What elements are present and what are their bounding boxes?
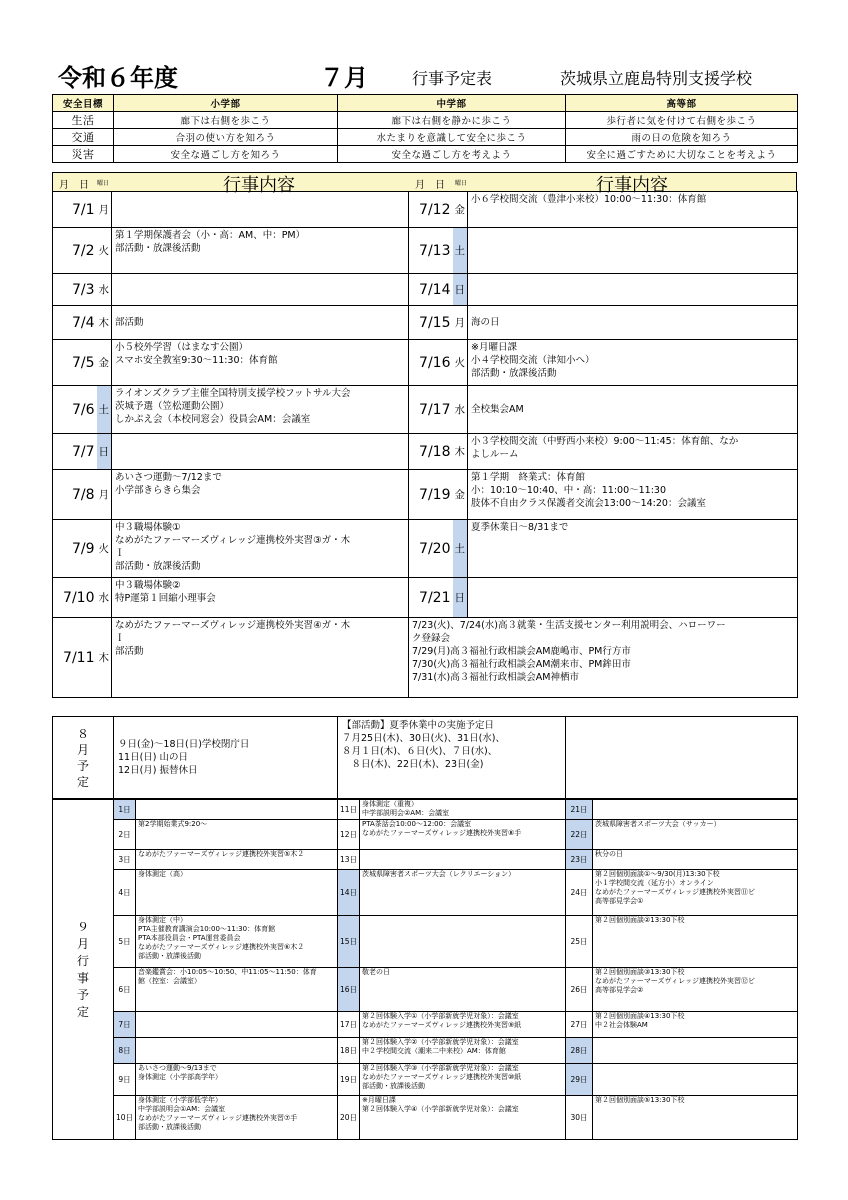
july-date: 7/16 xyxy=(409,340,453,386)
goals-row xyxy=(53,129,798,146)
july-late-month-events: 7/23(火)、7/24(水)高３就業・生活支援センター利用説明会、ハローワー ク登録会 7/29(月)高３福祉行政相談会AM鹿嶋市、PM行方市 7/30(火)高３福祉行政相談会AM潮来市、PM鉾田市 7/31(水)高３福祉行政相談会AM神栖市 xyxy=(409,618,798,698)
september-plan-table xyxy=(52,799,798,1140)
goals-row-label: 災害 xyxy=(53,146,114,163)
september-day: 14日 xyxy=(338,870,360,916)
month-day-header: 月 日 xyxy=(415,180,445,191)
july-event: 部活動 xyxy=(112,306,409,340)
september-day: 10日 xyxy=(114,1096,136,1140)
july-weekday: 月 xyxy=(97,192,112,228)
july-date: 7/17 xyxy=(409,386,453,434)
july-weekday: 金 xyxy=(453,192,468,228)
july-date: 7/14 xyxy=(409,274,453,306)
september-event xyxy=(360,850,566,870)
july-event xyxy=(468,274,798,306)
goal-cell: 安全な過ごし方を知ろう xyxy=(114,146,338,163)
july-event: 夏季休業日～8/31まで xyxy=(468,520,798,578)
september-day: 23日 xyxy=(566,850,593,870)
july-weekday: 木 xyxy=(453,434,468,470)
september-row xyxy=(53,870,798,916)
month-title: ７月 xyxy=(320,64,368,92)
document-title: 行事予定表 xyxy=(412,69,493,88)
goals-header-row xyxy=(53,95,798,112)
july-row xyxy=(53,434,798,470)
july-event xyxy=(112,274,409,306)
september-day: 13日 xyxy=(338,850,360,870)
month-day-header: 月 日 xyxy=(59,180,89,191)
july-event xyxy=(112,434,409,470)
goal-cell: 合羽の使い方を知ろう xyxy=(114,129,338,146)
september-day: 19日 xyxy=(338,1064,360,1096)
goals-header-senior: 高等部 xyxy=(566,95,798,112)
september-event: 茨城県障害者スポーツ大会（レクリエーション） xyxy=(360,870,566,916)
july-date: 7/12 xyxy=(409,192,453,228)
july-date: 7/5 xyxy=(53,340,97,386)
july-event: なめがたファーマーズヴィレッジ連携校外実習④ガ・木 Ｉ 部活動 xyxy=(112,618,409,698)
july-weekday: 火 xyxy=(453,340,468,386)
september-row xyxy=(53,1038,798,1064)
september-row xyxy=(53,1096,798,1140)
september-event xyxy=(360,916,566,968)
july-date: 7/8 xyxy=(53,470,97,520)
september-day: 11日 xyxy=(338,800,360,820)
july-weekday: 金 xyxy=(97,340,112,386)
september-day: 12日 xyxy=(338,820,360,850)
july-row xyxy=(53,340,798,386)
september-day: 27日 xyxy=(566,1012,593,1038)
july-weekday: 日 xyxy=(97,434,112,470)
september-day: 30日 xyxy=(566,1096,593,1140)
safety-goals-table xyxy=(52,94,798,163)
september-event xyxy=(593,800,798,820)
weekday-header: 曜日 xyxy=(97,180,110,187)
july-date: 7/18 xyxy=(409,434,453,470)
july-row xyxy=(53,274,798,306)
july-date: 7/1 xyxy=(53,192,97,228)
september-row xyxy=(53,1012,798,1038)
july-date: 7/2 xyxy=(53,228,97,274)
september-day: 21日 xyxy=(566,800,593,820)
july-row xyxy=(53,192,798,228)
september-event: 第２回体験入学②（小学部新就学児対象）：会議室 中２学校間交流（潮来二中来校）AM：体育館 xyxy=(360,1038,566,1064)
july-event: 小６学校間交流（豊津小来校）10:00～11:30：体育館 xyxy=(468,192,798,228)
goals-row xyxy=(53,112,798,129)
september-event: 第２回体験入学①（小学部新就学児対象）：会議室 なめがたファーマーズヴィレッジ連携校外実習⑨紙 xyxy=(360,1012,566,1038)
july-date: 7/13 xyxy=(409,228,453,274)
weekday-header: 曜日 xyxy=(455,180,468,187)
september-event: 第2学期始業式9:20～ xyxy=(136,820,338,850)
september-event: あいさつ運動～9/13まで 身体測定（小学部高学年） xyxy=(136,1064,338,1096)
september-row xyxy=(53,820,798,850)
july-event xyxy=(468,228,798,274)
july-weekday: 土 xyxy=(97,386,112,434)
goals-row-label: 生活 xyxy=(53,112,114,129)
september-event xyxy=(593,1064,798,1096)
september-day: 28日 xyxy=(566,1038,593,1064)
july-date: 7/10 xyxy=(53,578,97,618)
september-row xyxy=(53,1064,798,1096)
september-day: 4日 xyxy=(114,870,136,916)
goals-row xyxy=(53,146,798,163)
july-row xyxy=(53,386,798,434)
event-content-header: 行事内容 xyxy=(223,175,295,196)
july-date: 7/11 xyxy=(53,618,97,698)
august-label: ８ 月 予 定 xyxy=(53,717,114,799)
september-event: 第２回個別面談①～9/30(月)13:30下校 小１学校間交流（延方小）オンライン なめがたファーマーズヴィレッジ連携校外実習⑪ビ 高等部見学会① xyxy=(593,870,798,916)
july-weekday: 水 xyxy=(453,386,468,434)
july-event xyxy=(112,192,409,228)
september-event: なめがたファーマーズヴィレッジ連携校外実習⑤木２ xyxy=(136,850,338,870)
july-event xyxy=(468,578,798,618)
july-row xyxy=(53,470,798,520)
july-date: 7/15 xyxy=(409,306,453,340)
september-event: 第２回個別面談⑤13:30下校 xyxy=(593,1096,798,1140)
july-date: 7/7 xyxy=(53,434,97,470)
july-weekday: 火 xyxy=(97,228,112,274)
september-row xyxy=(53,800,798,820)
september-event xyxy=(593,1038,798,1064)
july-event: 第１学期 終業式：体育館 小：10:10～10:40、中・高：11:00～11:30 肢体不自由クラス保護者交流会13:00～14:20：会議室 xyxy=(468,470,798,520)
september-day: 1日 xyxy=(114,800,136,820)
goal-cell: 廊下は右側を静かに歩こう xyxy=(338,112,566,129)
september-day: 17日 xyxy=(338,1012,360,1038)
september-day: 9日 xyxy=(114,1064,136,1096)
july-event: 小５校外学習（はまなす公園） スマホ安全教室9:30～11:30：体育館 xyxy=(112,340,409,386)
july-weekday: 木 xyxy=(97,618,112,698)
september-day: 7日 xyxy=(114,1012,136,1038)
fiscal-year: 令和６年度 xyxy=(58,64,178,92)
july-weekday: 水 xyxy=(97,578,112,618)
july-weekday: 月 xyxy=(97,470,112,520)
september-day: 2日 xyxy=(114,820,136,850)
july-schedule-table xyxy=(52,191,798,698)
july-event: 中３職場体験① なめがたファーマーズヴィレッジ連携校外実習③ガ・木 Ｉ 部活動・放課後活動 xyxy=(112,520,409,578)
july-row xyxy=(53,618,798,698)
goals-header-elementary: 小学部 xyxy=(114,95,338,112)
september-event xyxy=(136,1012,338,1038)
september-day: 26日 xyxy=(566,968,593,1012)
july-event: 第１学期保護者会（小・高：AM、中：PM） 部活動・放課後活動 xyxy=(112,228,409,274)
july-date: 7/20 xyxy=(409,520,453,578)
july-row xyxy=(53,306,798,340)
july-row xyxy=(53,228,798,274)
july-date: 7/3 xyxy=(53,274,97,306)
september-event: PTA茶話会10:00～12:00：会議室 なめがたファーマーズヴィレッジ連携校外実習⑧手 xyxy=(360,820,566,850)
september-event: 敬老の日 xyxy=(360,968,566,1012)
september-day: 16日 xyxy=(338,968,360,1012)
september-label: ９ 月 行 事 予 定 xyxy=(53,800,114,1140)
september-event xyxy=(136,1038,338,1064)
september-day: 22日 xyxy=(566,820,593,850)
july-weekday: 日 xyxy=(453,274,468,306)
august-row xyxy=(53,717,798,799)
september-event: 身体測定（小学部低学年） 中学部説明会①AM：会議室 なめがたファーマーズヴィレッジ連携校外実習⑦手 部活動・放課後活動 xyxy=(136,1096,338,1140)
september-event: 身体測定（高） xyxy=(136,870,338,916)
july-weekday: 木 xyxy=(97,306,112,340)
august-notes-empty xyxy=(566,717,798,799)
july-event: ※月曜日課 小４学校間交流（津知小へ） 部活動・放課後活動 xyxy=(468,340,798,386)
july-row xyxy=(53,578,798,618)
july-date: 7/6 xyxy=(53,386,97,434)
september-day: 18日 xyxy=(338,1038,360,1064)
event-content-header: 行事内容 xyxy=(596,175,668,196)
september-event: 音楽鑑賞会：小10:05～10:50、中11:05～11:50：体育 館（控室：会議室） xyxy=(136,968,338,1012)
august-closure-notes: ９日(金)～18日(日)学校閉庁日 11日(日) 山の日 12日(月) 振替休日 xyxy=(114,717,338,799)
september-event xyxy=(136,800,338,820)
september-day: 29日 xyxy=(566,1064,593,1096)
september-row xyxy=(53,968,798,1012)
september-event: 身体測定（中） PTA主催教育講演会10:00～11:30：体育館 PTA本部役員会・PTA運営委員会 なめがたファーマーズヴィレッジ連携校外実習⑥木２ 部活動・放課後活動 xyxy=(136,916,338,968)
september-event: 第２回個別面談③13:30下校 なめがたファーマーズヴィレッジ連携校外実習⑫ビ 高等部見学会② xyxy=(593,968,798,1012)
september-event: 第２回体験入学③（小学部新就学児対象）：会議室 なめがたファーマーズヴィレッジ連携校外実習⑩紙 部活動・放課後活動 xyxy=(360,1064,566,1096)
goals-header-junior: 中学部 xyxy=(338,95,566,112)
september-event: 身体測定（重複） 中学部説明会②AM：会議室 xyxy=(360,800,566,820)
july-weekday: 水 xyxy=(97,274,112,306)
september-day: 3日 xyxy=(114,850,136,870)
goal-cell: 安全な過ごし方を考えよう xyxy=(338,146,566,163)
september-event: 第２回個別面談④13:30下校 中２社会体験AM xyxy=(593,1012,798,1038)
july-date: 7/19 xyxy=(409,470,453,520)
september-day: 6日 xyxy=(114,968,136,1012)
july-weekday: 土 xyxy=(453,228,468,274)
goal-cell: 安全に過ごすために大切なことを考えよう xyxy=(566,146,798,163)
goal-cell: 水たまりを意識して安全に歩こう xyxy=(338,129,566,146)
september-day: 5日 xyxy=(114,916,136,968)
august-plan-table xyxy=(52,716,798,799)
july-weekday: 日 xyxy=(453,578,468,618)
september-event: 第２回個別面談②13:30下校 xyxy=(593,916,798,968)
goal-cell: 歩行者に気を付けて右側を歩こう xyxy=(566,112,798,129)
august-club-schedule: 【部活動】夏季休業中の実施予定日 ７月25日(木)、30日(火)、31日(水)、 ８月１日(木)、６日(火)、７日(水)、 ８日(木)、22日(木)、23日(金) xyxy=(338,717,566,799)
july-row xyxy=(53,520,798,578)
september-day: 8日 xyxy=(114,1038,136,1064)
july-weekday: 月 xyxy=(453,306,468,340)
goal-cell: 雨の日の危険を知ろう xyxy=(566,129,798,146)
goals-row-label: 交通 xyxy=(53,129,114,146)
goals-header-label: 安全目標 xyxy=(53,95,114,112)
july-event: 中３職場体験② 特P運第１回縮小理事会 xyxy=(112,578,409,618)
school-name: 茨城県立鹿島特別支援学校 xyxy=(560,69,753,88)
september-event: 茨城県障害者スポーツ大会（サッカー） xyxy=(593,820,798,850)
july-weekday: 金 xyxy=(453,470,468,520)
july-weekday: 土 xyxy=(453,520,468,578)
july-date: 7/4 xyxy=(53,306,97,340)
july-event: 小３学校間交流（中野西小来校）9:00～11:45：体育館、なか よしルーム xyxy=(468,434,798,470)
september-day: 24日 xyxy=(566,870,593,916)
july-event: 海の日 xyxy=(468,306,798,340)
september-day: 25日 xyxy=(566,916,593,968)
september-event: 秋分の日 xyxy=(593,850,798,870)
september-row xyxy=(53,916,798,968)
september-day: 20日 xyxy=(338,1096,360,1140)
july-event: あいさつ運動～7/12まで 小学部きらきら集会 xyxy=(112,470,409,520)
july-weekday: 火 xyxy=(97,520,112,578)
july-date: 7/21 xyxy=(409,578,453,618)
title-row xyxy=(52,58,798,92)
july-event: ライオンズクラブ主催全国特別支援学校フットサル大会 茨城予選（笠松運動公園） しかぷえ会（本校同窓会）役員会AM：会議室 xyxy=(112,386,409,434)
september-event: ※月曜日課 第２回体験入学④（小学部新就学児対象）：会議室 xyxy=(360,1096,566,1140)
july-event: 全校集会AM xyxy=(468,386,798,434)
september-row xyxy=(53,850,798,870)
july-date: 7/9 xyxy=(53,520,97,578)
schedule-header xyxy=(52,172,797,196)
goal-cell: 廊下は右側を歩こう xyxy=(114,112,338,129)
september-day: 15日 xyxy=(338,916,360,968)
